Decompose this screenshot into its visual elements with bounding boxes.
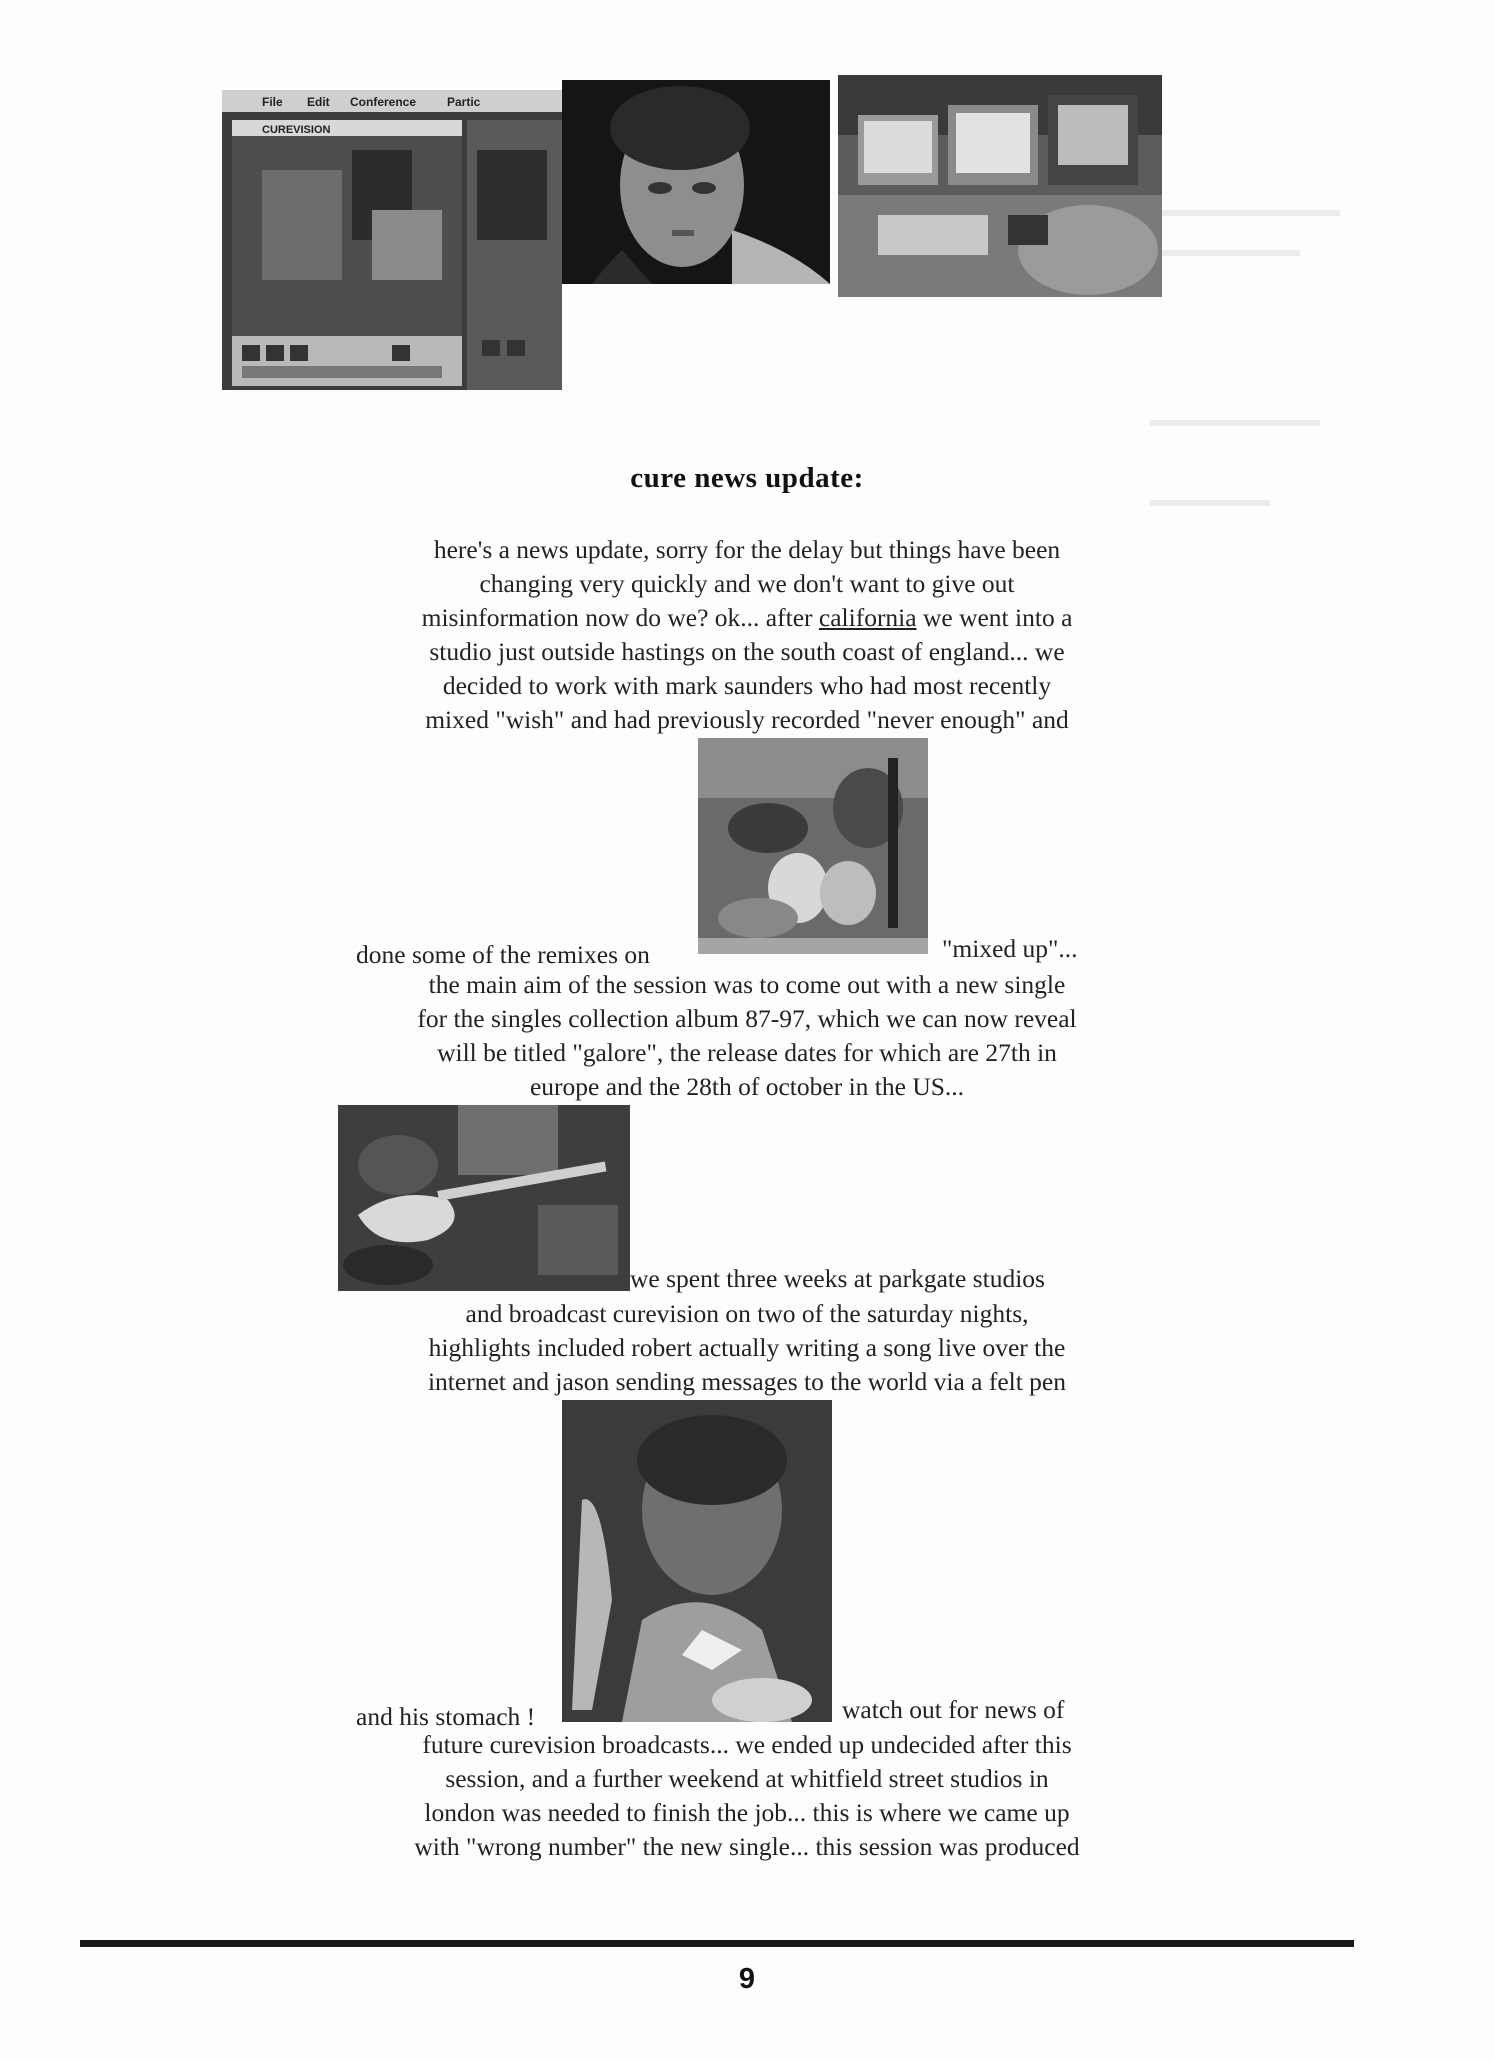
body-line: decided to work with mark saunders who had most recently (442, 671, 1052, 700)
body-line: and broadcast curevision on two of the saturday nights, (465, 1299, 1029, 1328)
body-line: will be titled "galore", the release dates for which are 27th in (437, 1038, 1057, 1067)
body-text: we went into a (922, 603, 1073, 632)
body-line: watch out for news of (842, 1695, 1065, 1724)
studio-computers-photo (838, 75, 1162, 297)
body-text: misinformation now do we? ok... after (421, 603, 813, 632)
menu-file: File (262, 95, 283, 109)
portrait-photo (562, 80, 830, 284)
body-line: london was needed to finish the job... this is where we came up (424, 1798, 1070, 1827)
guitarist-photo (338, 1105, 630, 1291)
bleed-through-mark (1150, 210, 1340, 216)
body-line: session, and a further weekend at whitfield street studios in (445, 1764, 1049, 1793)
window-title: CUREVISION (262, 124, 331, 136)
body-line: europe and the 28th of october in the US... (529, 1072, 965, 1101)
bleed-through-mark (1150, 420, 1320, 426)
body-line: and his stomach ! (356, 1702, 536, 1731)
california-link[interactable]: california (818, 603, 917, 632)
body-line (0, 601, 1494, 635)
footer-rule (80, 1940, 1354, 1947)
curevision-software-screenshot (222, 90, 562, 390)
bleed-through-mark (1150, 500, 1270, 506)
jason-felt-pen-photo (562, 1400, 832, 1722)
page-number: 9 (738, 1963, 756, 1995)
article-title: cure news update: (630, 462, 864, 494)
bleed-through-mark (1150, 250, 1300, 256)
body-line: internet and jason sending messages to the world via a felt pen (427, 1367, 1067, 1396)
body-line: here's a news update, sorry for the delay but things have been (433, 535, 1061, 564)
body-line: mixed "wish" and had previously recorded "never enough" and (425, 705, 1069, 734)
body-line: we spent three weeks at parkgate studios (630, 1264, 1045, 1293)
body-line: highlights included robert actually writing a song live over the (428, 1333, 1066, 1362)
menu-conference: Conference (350, 95, 417, 109)
body-line: changing very quickly and we don't want to give out (479, 569, 1015, 598)
body-line: the main aim of the session was to come out with a new single (428, 970, 1066, 999)
mixed-up-band-photo (698, 738, 928, 954)
body-line: "mixed up"... (942, 934, 1078, 963)
body-line: with "wrong number" the new single... this session was produced (414, 1832, 1080, 1861)
menu-edit: Edit (307, 95, 330, 109)
body-line: future curevision broadcasts... we ended up undecided after this (422, 1730, 1072, 1759)
menu-partic: Partic (447, 95, 481, 109)
body-line: done some of the remixes on (356, 940, 650, 969)
body-line: studio just outside hastings on the south coast of england... we (429, 637, 1065, 666)
body-line: for the singles collection album 87-97, which we can now reveal (417, 1004, 1077, 1033)
